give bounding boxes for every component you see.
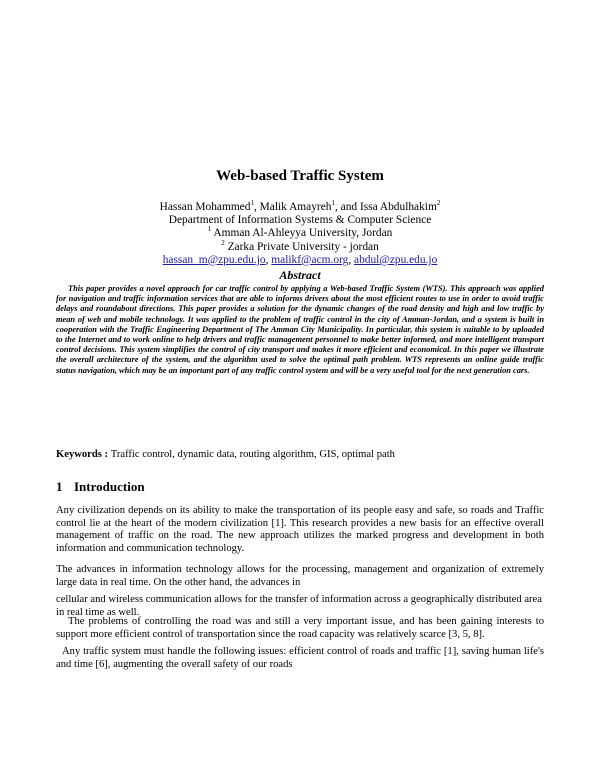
- body-paragraph: Any civilization depends on its ability to make the transportation of its people easy and safe, so roads and Traffic control lie at the heart of the modern civilization [1]. This research provides a new basis for an effective overall management of traffic on the road. The new approach utilizes the marked progress and development in both information and communication technology.: [56, 505, 544, 555]
- affiliation-2-mark: 2: [221, 238, 225, 247]
- email-line: [0, 254, 600, 267]
- email-separator: ,: [348, 253, 355, 266]
- affiliation-1: [0, 227, 600, 240]
- author-1-affiliation-mark: 1: [250, 199, 254, 208]
- email-link-3[interactable]: abdul@zpu.edu.jo: [354, 253, 438, 266]
- keywords-text: Traffic control, dynamic data, routing algorithm, GIS, optimal path: [110, 449, 395, 460]
- author-separator: ,: [253, 201, 260, 213]
- body-paragraph: Any traffic system must handle the following issues: efficient control of roads and traffic [1], saving human life's and time [6], augmenting the overall safety of our roads: [56, 646, 544, 670]
- keywords-label: Keywords :: [56, 449, 111, 460]
- affiliation-2: [0, 238, 600, 254]
- body-paragraph: The problems of controlling the road was and still a very important issue, and has been gaining interests to support more efficient control of transportation since the road capacity was relatively scarce [3, 5, 8].: [56, 616, 544, 640]
- section-heading: [56, 479, 145, 495]
- author-line: [0, 201, 600, 214]
- author-separator: , and: [334, 201, 360, 213]
- keywords-line: [56, 449, 544, 460]
- abstract-text: This paper provides a novel approach for car traffic control by applying a Web-based Traffic System (WTS). This approach was applied for navigation and traffic information services that are able to informs drivers about the most efficient routes to use in order to avoid traffic delays and roundabout directions. This paper provides a solution for the dynamic changes of the road density and high and low traffic by mean of web and mobile technology. It was applied to the problem of traffic control in the city of Amman-Jordan, and a system is built in cooperation with the Traffic Engineering Department of The Amman City Municipality. In particular, this system is suitable to by uploaded to the Internet and to work online to help drivers and traffic management personnel to make better informed, and more intelligent transport control decisions. This system simplifies the control of city transport and makes it more efficient and economical. In this paper we illustrate the overall architecture of the system, and the algorithm used to solve the optimal path problem. WTS represents an online guide traffic status navigation, which may be an important part of any traffic control system and will be a very useful tool for the next generation cars.: [56, 284, 544, 375]
- affiliation-1-text: Amman Al-Ahleyya University, Jordan: [211, 227, 393, 240]
- email-link-1[interactable]: hassan_m@zpu.edu.jo: [162, 253, 266, 266]
- section-number: 1: [56, 479, 63, 494]
- author-name-1: Hassan Mohammed: [159, 201, 251, 213]
- section-title: Introduction: [74, 479, 145, 494]
- body-paragraph: The advances in information technology allows for the processing, management and organization of extremely large data in real time. On the other hand, the advances in: [56, 564, 544, 588]
- author-name-3: Issa Abdulhakim: [359, 201, 437, 213]
- email-link-2[interactable]: malikf@acm.org: [271, 253, 349, 266]
- department-line: Department of Information Systems & Computer Science: [168, 214, 432, 227]
- paper-title: Web-based Traffic System: [216, 168, 384, 184]
- author-3-affiliation-mark: 2: [436, 199, 441, 208]
- affiliation-2-text: Zarka Private University - jordan: [224, 240, 379, 253]
- affiliation-1-mark: 1: [207, 225, 212, 234]
- author-block: [0, 201, 600, 267]
- author-2-affiliation-mark: 1: [331, 199, 335, 208]
- author-name-2: Malik Amayreh: [259, 201, 332, 213]
- email-separator: ,: [265, 253, 272, 266]
- body-paragraph: cellular and wireless communication allows for the transfer of information across a geographically distributed area in real time as well.: [56, 594, 542, 618]
- abstract-heading: Abstract: [279, 268, 321, 282]
